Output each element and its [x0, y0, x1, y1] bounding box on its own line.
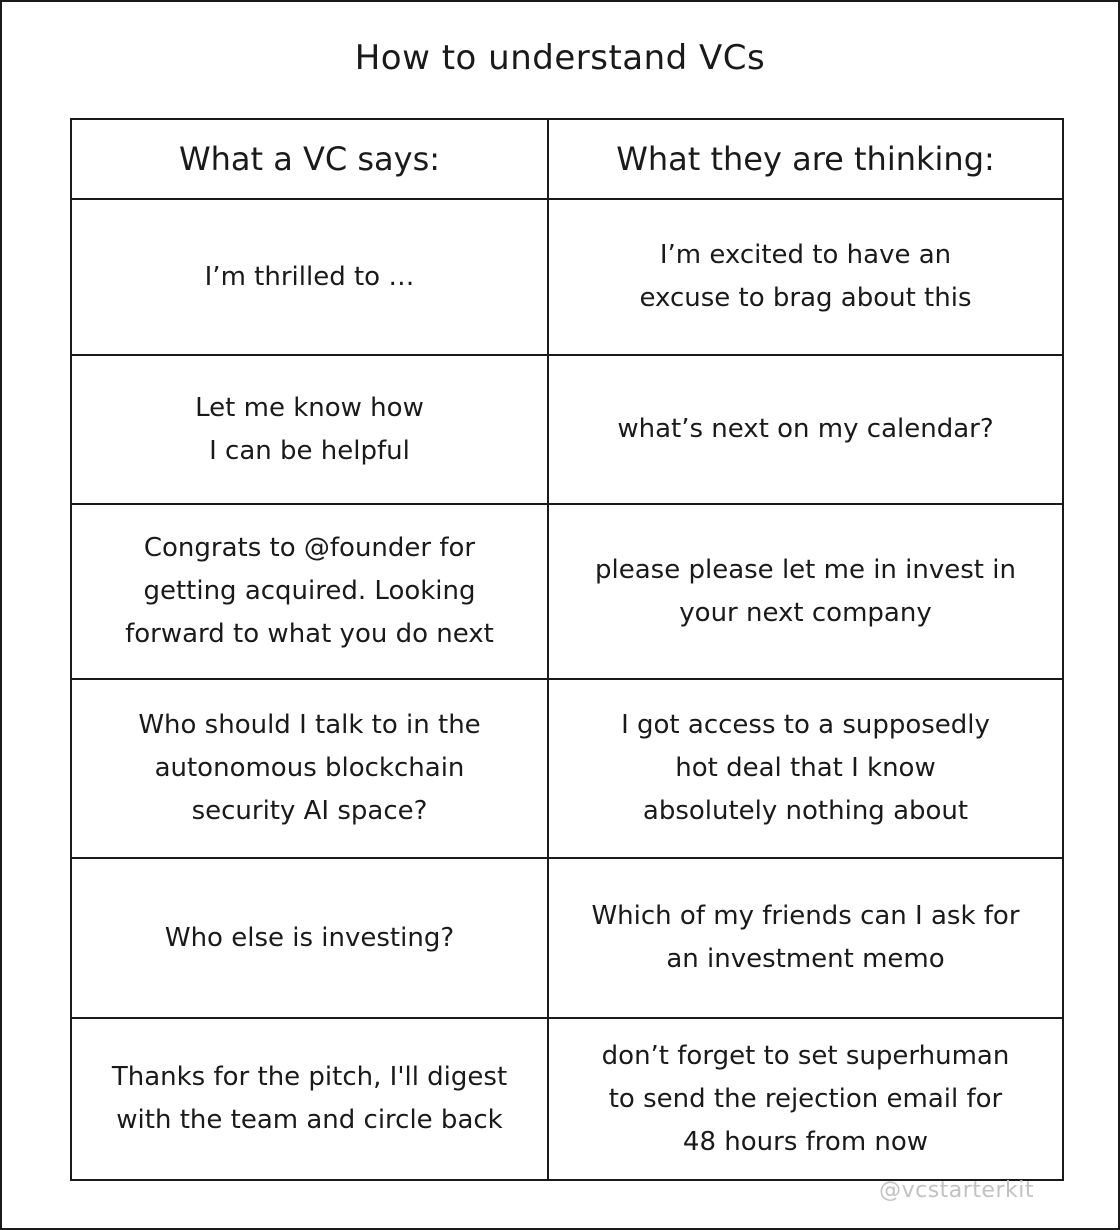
thinking-cell — [548, 679, 1063, 858]
thinking-text: don’t forget to set superhuman to send the rejection email for 48 hours from now — [601, 1040, 1010, 1157]
thinking-cell — [548, 199, 1063, 355]
header-vc-says: What a VC says: — [71, 119, 548, 199]
says-text: Congrats to @founder for getting acquired. Looking forward to what you do next — [125, 533, 494, 649]
thinking-text: I got access to a supposedly hot deal that I know absolutely nothing about — [621, 710, 990, 826]
thinking-cell — [548, 1018, 1063, 1180]
thinking-cell — [548, 355, 1063, 504]
thinking-text: Which of my friends can I ask for an investment memo — [591, 901, 1020, 974]
thinking-cell — [548, 858, 1063, 1018]
page-title: How to understand VCs — [354, 38, 766, 78]
thinking-text: what’s next on my calendar? — [617, 414, 994, 444]
table-header-row — [71, 119, 1063, 199]
thinking-text: please please let me in invest in your next company — [595, 554, 1016, 628]
table-row — [71, 355, 1063, 504]
thinking-cell — [548, 504, 1063, 679]
table-row — [71, 1018, 1063, 1180]
says-cell — [71, 355, 548, 504]
says-text: Thanks for the pitch, I'll digest with the team and circle back — [111, 1062, 508, 1135]
table-row — [71, 858, 1063, 1018]
says-cell — [71, 199, 548, 355]
says-text: Who should I talk to in the autonomous blockchain security AI space? — [138, 710, 481, 826]
says-cell — [71, 858, 548, 1018]
table-row — [71, 679, 1063, 858]
says-text: Who else is investing? — [164, 922, 455, 953]
watermark-handle: @vcstarterkit — [879, 1178, 1034, 1203]
says-cell — [71, 504, 548, 679]
thinking-text: I’m excited to have an excuse to brag about this — [639, 240, 972, 313]
table-row — [71, 199, 1063, 355]
says-text: I’m thrilled to … — [204, 261, 415, 292]
table-row — [71, 504, 1063, 679]
header-vc-thinking: What they are thinking: — [548, 119, 1063, 199]
comparison-table — [70, 118, 1064, 1181]
says-cell — [71, 679, 548, 858]
says-cell — [71, 1018, 548, 1180]
says-text: Let me know how I can be helpful — [195, 392, 424, 466]
